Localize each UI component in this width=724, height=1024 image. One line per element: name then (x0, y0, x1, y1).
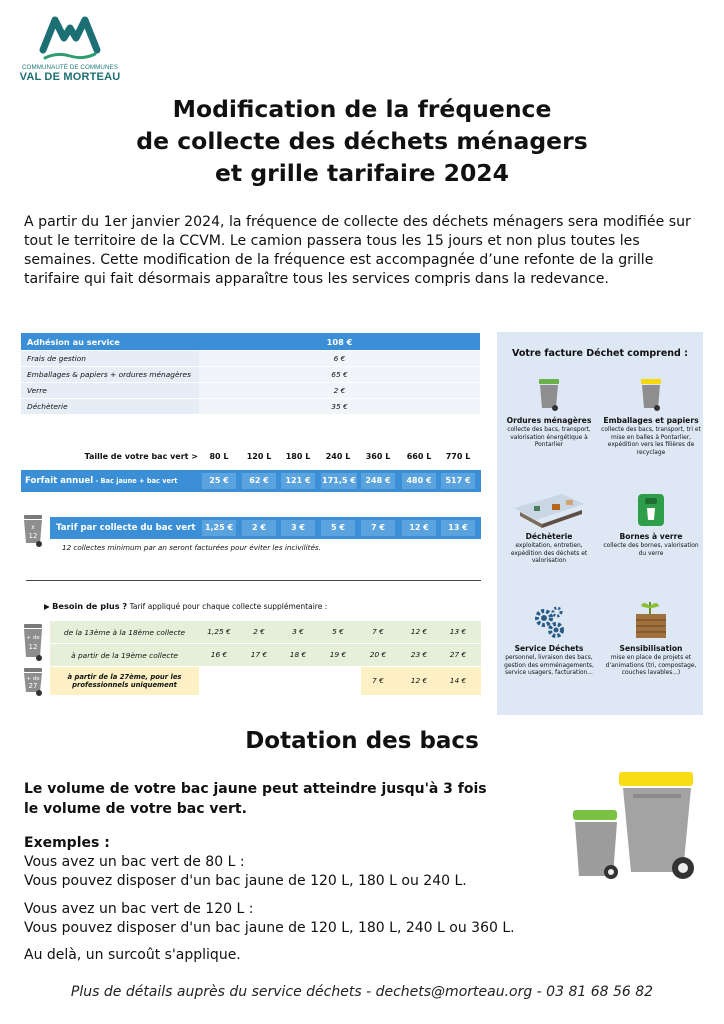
forfait-label (25, 476, 177, 486)
service-dechets (499, 594, 599, 678)
extra-value: 18 € (289, 650, 307, 659)
extra-value: 7 € (372, 676, 384, 685)
dechetterie-icon (499, 482, 599, 528)
service-desc: collecte des bornes, valorisation du verre (603, 543, 699, 557)
logo-name: VAL DE MORTEAU (19, 71, 121, 83)
extra-row-label: de la 13ème à la 18ème collecte (63, 627, 186, 637)
intro-paragraph: A partir du 1er janvier 2024, la fréquence de collecte des déchets ménagers sera modifiée sur tout le territoire de la CCVM. Le camion passera tous les 15 jours et non plus toutes les semaines. Cette modification de la fréquence est accompagnée d’une refonte de la grille tarifaire qui fait désormais apparaître tous les services compris dans la redevance. (24, 214, 691, 287)
example-2-line2: Vous pouvez disposer d'un bac jaune de 120 L, 180 L, 240 L ou 360 L. (24, 920, 515, 936)
yellow-bin-icon (601, 366, 701, 412)
forfait-value: 25 € (202, 473, 236, 489)
forfait-sublabel: - Bac jaune + bac vert (93, 477, 178, 485)
adhesion-row-value: 35 € (199, 399, 480, 414)
example-2-line1: Vous avez un bac vert de 120 L : (24, 901, 254, 917)
tarif-value: 2 € (242, 520, 276, 536)
example-1-line1: Vous avez un bac vert de 80 L : (24, 854, 245, 870)
service-name: Service Déchets (514, 644, 584, 653)
adhesion-row-label: Verre (27, 386, 47, 395)
size-header-row (21, 452, 481, 466)
forfait-value: 517 € (441, 473, 475, 489)
tarif-value: 3 € (281, 520, 315, 536)
table-row (21, 351, 480, 367)
size-header-label: Taille de votre bac vert > (84, 452, 198, 461)
size-cell: 660 L (406, 452, 432, 461)
extra-value: 5 € (332, 627, 344, 636)
forfait-value: 171,5 € (321, 473, 357, 489)
svg-text:27: 27 (28, 682, 38, 690)
bin-plus-27-icon (21, 667, 45, 697)
extra-value: 7 € (372, 627, 384, 636)
title-line-1: Modification de la fréquence (172, 95, 552, 123)
section-title: Dotation des bacs (245, 728, 479, 754)
tarif-value: 13 € (441, 520, 475, 536)
tarif-note: 12 collectes minimum par an seront facturées pour éviter les incivilités. (62, 543, 321, 552)
forfait-value: 480 € (402, 473, 436, 489)
extra-row-19 (50, 644, 481, 666)
panel-title: Votre facture Déchet comprend : (512, 348, 688, 359)
bin-12-icon (21, 514, 45, 548)
extra-value: 3 € (292, 627, 304, 636)
service-emballages (601, 366, 701, 457)
tarif-label: Tarif par collecte du bac vert (56, 523, 196, 533)
forfait-label-text: Forfait annuel (25, 476, 94, 486)
table-row (21, 367, 480, 383)
page-title (0, 93, 724, 189)
service-desc: mise en place de projets et d’animations (tri, compostage, couches lavables...) (605, 655, 697, 677)
title-line-3: et grille tarifaire 2024 (214, 159, 510, 187)
adhesion-row-label: Déchèterie (27, 402, 68, 411)
size-cell: 80 L (209, 452, 229, 461)
bins-illustration-icon (565, 768, 697, 884)
size-cell: 120 L (246, 452, 272, 461)
adhesion-total: 108 € (326, 336, 353, 347)
extra-value: 12 € (410, 627, 428, 636)
adhesion-table (21, 333, 480, 415)
triangle-icon: ▶ (44, 602, 50, 611)
forfait-value: 121 € (281, 473, 315, 489)
table-row (21, 383, 480, 399)
tarif-badge: 12 (28, 532, 38, 540)
adhesion-row-value: 2 € (199, 383, 480, 398)
adhesion-header-row (21, 333, 480, 351)
service-verre (601, 482, 701, 558)
service-name: Bornes à verre (619, 532, 683, 541)
logo-subtitle: COMMUNAUTÉ DE COMMUNES (21, 64, 119, 71)
extra-value: 27 € (449, 650, 467, 659)
extra-row-label: à partir de la 27ème, pour les professionnels uniquement (50, 667, 199, 695)
size-cell: 770 L (445, 452, 471, 461)
example-1-line2: Vous pouvez disposer d'un bac jaune de 120 L, 180 L ou 240 L. (24, 873, 467, 889)
extra-value: 12 € (410, 676, 428, 685)
divider (26, 580, 481, 581)
extra-value: 16 € (210, 650, 228, 659)
service-ordures (499, 366, 599, 450)
tarif-value: 7 € (361, 520, 395, 536)
service-name: Emballages et papiers (603, 416, 699, 425)
service-name: Ordures ménagères (506, 416, 592, 425)
size-cell: 240 L (325, 452, 351, 461)
green-bin-icon (499, 366, 599, 412)
logo (12, 14, 128, 83)
bin-plus-12-icon (21, 623, 45, 663)
compost-icon (601, 594, 701, 640)
extra-row-27-pro (50, 667, 481, 695)
service-name: Déchèterie (525, 532, 573, 541)
service-desc: collecte des bacs, transport, tri et mise en balles à Pontarlier, expédition vers les filières de recyclage (601, 427, 701, 456)
extra-value: 20 € (369, 650, 387, 659)
dotation-lead-line2: le volume de votre bac vert. (24, 801, 247, 817)
adhesion-label: Adhésion au service (27, 336, 120, 347)
service-desc: collecte des bacs, transport, valorisation énergétique à Pontarlier (507, 427, 591, 449)
tarif-value: 12 € (402, 520, 436, 536)
mountain-logo-icon (37, 14, 103, 62)
extra-value: 19 € (329, 650, 347, 659)
svg-text:x: x (31, 524, 35, 531)
extra-value: 17 € (250, 650, 268, 659)
glass-bin-icon (601, 482, 701, 528)
service-name: Sensibilisation (619, 644, 683, 653)
dotation-lead (24, 779, 487, 819)
size-cell: 180 L (285, 452, 311, 461)
besoin-subtitle: Tarif appliqué pour chaque collecte supplémentaire : (127, 602, 328, 611)
service-desc: personnel, livraison des bacs, gestion des emménagements, service usagers, facturation... (504, 655, 594, 677)
extra-row-label: à partir de la 19ème collecte (71, 650, 178, 660)
adhesion-row-value: 6 € (199, 351, 480, 366)
extra-value: 13 € (449, 627, 467, 636)
extra-value: 2 € (253, 627, 265, 636)
svg-text:+ de: + de (26, 676, 40, 682)
extra-value: 23 € (410, 650, 428, 659)
extra-value: 14 € (449, 676, 467, 685)
tarif-value: 5 € (321, 520, 355, 536)
examples-title: Exemples : (24, 835, 110, 851)
adhesion-row-value: 65 € (199, 367, 480, 382)
extra-value: 1,25 € (207, 627, 231, 636)
forfait-row (21, 470, 481, 492)
service-decheterie (499, 482, 599, 566)
gears-icon (499, 594, 599, 640)
forfait-value: 62 € (242, 473, 276, 489)
besoin-title: Besoin de plus ? (52, 601, 128, 611)
adhesion-row-label: Frais de gestion (27, 354, 86, 363)
size-cell: 360 L (365, 452, 391, 461)
service-sensibilisation (601, 594, 701, 678)
service-desc: exploitation, entretien, expédition des déchets et valorisation (510, 543, 588, 565)
table-row (21, 399, 480, 415)
facture-panel (497, 332, 703, 715)
title-line-2: de collecte des déchets ménagers (136, 127, 588, 155)
svg-text:12: 12 (28, 643, 38, 651)
tarif-value: 1,25 € (202, 520, 236, 536)
forfait-value: 248 € (361, 473, 395, 489)
adhesion-row-label: Emballages & papiers + ordures ménagères (27, 370, 191, 379)
beyond-note: Au delà, un surcoût s'applique. (24, 947, 241, 963)
footer-contact: Plus de détails auprès du service déchets - dechets@morteau.org - 03 81 68 56 82 (70, 984, 654, 1000)
svg-text:+ de: + de (26, 635, 40, 641)
tarif-row (50, 517, 481, 539)
besoin-heading (44, 601, 327, 611)
extra-row-13-18 (50, 621, 481, 643)
dotation-lead-line1: Le volume de votre bac jaune peut atteindre jusqu'à 3 fois (24, 781, 487, 797)
